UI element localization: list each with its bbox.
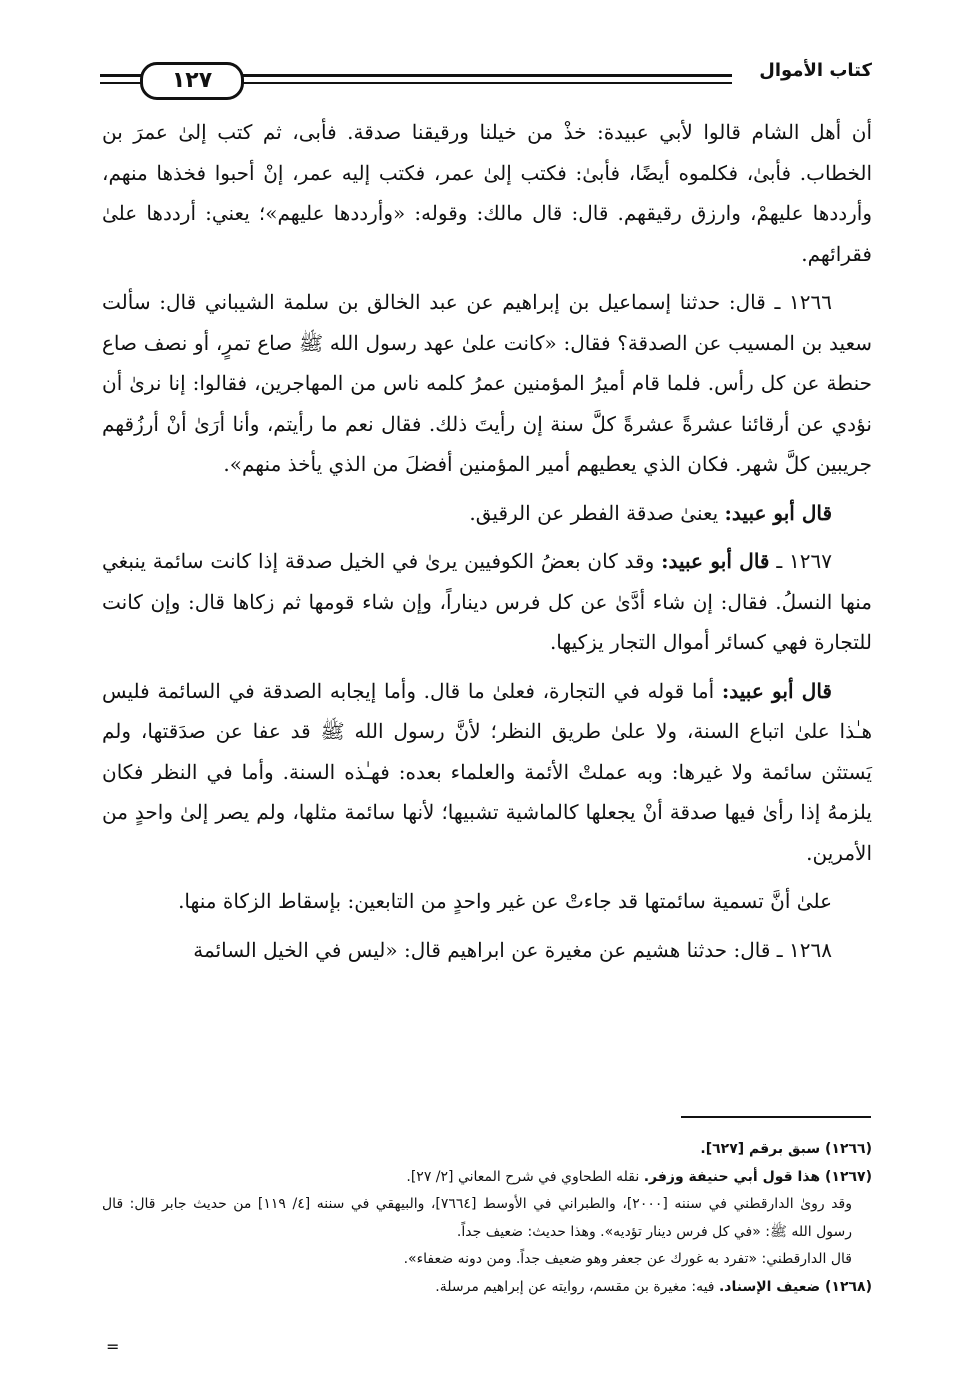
paragraph-1268: ١٢٦٨ ـ قال: حدثنا هشيم عن مغيرة عن ابراهيم قال: «ليس في الخيل السائمة	[193, 937, 832, 962]
footnote-bold: (١٢٦٧) هذا قول أبي حنيفة وزفر.	[643, 1168, 872, 1185]
main-text	[102, 112, 872, 978]
paragraph-commentary-3: علىٰ أنَّ تسمية سائمتها قد جاءتْ عن غير واحدٍ من التابعين: بإسقاط الزكاة منها.	[178, 889, 832, 913]
footnote-1268	[102, 1274, 872, 1302]
speaker-label: قال أبو عبيد:	[721, 678, 832, 703]
footnote-1267-detail: وقد روىٰ الدارقطني في سننه [٢٠٠٠]، والطبراني في الأوسط [٧٦٦٤]، والبيهقي في سننه [٤/ ١١٩] من حديث جابر قال: قال رسول الله ﷺ: «في كل فرس دينار تؤديه». وهذا حديث: ضعيف جداً.	[102, 1196, 852, 1240]
footnote-text: نقله الطحاوي في شرح المعاني [٢/ ٢٧].	[406, 1168, 644, 1185]
paragraph-text: وقد كان بعضُ الكوفيين يرىٰ في الخيل صدقة إذا كانت سائمة ينبغي منها النسلُ. فقال: إن شاء أدَّىٰ عن كل فرس ديناراً، وإن شاء قومها ثم زكاها قال: وإن كانت للتجارة فهي كسائر أموال التجار يزكيها.	[102, 549, 872, 654]
hadith-number: ١٢٦٧ ـ	[769, 549, 832, 573]
page-number: ١٢٧	[140, 62, 244, 100]
running-header	[100, 56, 872, 96]
footnote-1267-daraqutni: قال الدارقطني: «تفرد به غورك عن جعفر وهو ضعيف جداً. ومن دونه ضعفاء».	[403, 1251, 852, 1267]
paragraph-text: أما قوله في التجارة، فعلىٰ ما قال. وأما إيجابه الصدقة في السائمة فليس هـٰذا علىٰ اتباع السنة، ولا علىٰ طريق النظر؛ لأنَّ رسول الله ﷺ قد عفا عن صدَقتها، ولم يَستثن سائمة ولا غيرها: وبه عملتْ الأئمة والعلماء بعده: فهـٰذه السنة. وأما في النظر فكان يلزمهُ إذا رأىٰ فيها صدقة أنْ يجعلها كالماشية تشبيها؛ لأنها سائمة مثلها، ولم يصر إلىٰ واحدٍ من الأمرين.	[102, 678, 872, 865]
paragraph-1266: ١٢٦٦ ـ قال: حدثنا إسماعيل بن إبراهيم عن عبد الخالق بن سلمة الشيباني قال: سألت سعيد بن المسيب عن الصدقة؟ فقال: «كانت علىٰ عهد رسول الله ﷺ صاع تمرٍ، أو نصف صاع حنطة عن كل رأس. فلما قام أميرُ المؤمنين عمرُ كلمه ناس من المهاجرين، فقالوا: إنا نرىٰ أن نؤدي عن أرقائنا عشرةً عشرةً كلَّ سنة إن رأيتَ ذلك. فقال نعم ما رأيتم، وأنا أرَىٰ أنْ أرزُقهم جريبين كلَّ شهر. فكان الذي يعطيهم أمير المؤمنين أفضلَ من الذي يأخذ منهم».	[102, 290, 872, 476]
footnote-1267	[102, 1164, 872, 1192]
footnote-text: فيه: مغيرة بن مقسم، روايته عن إبراهيم مرسلة.	[435, 1278, 719, 1295]
footnote-text: (١٢٦٦) سبق برقم [٦٢٧].	[700, 1141, 872, 1157]
paragraph-1: أن أهل الشام قالوا لأبي عبيدة: خذْ من خيلنا ورقيقنا صدقة. فأبى، ثم كتب إلىٰ عمرَ بن الخطاب. فأبىٰ، فكلموه أيضًا، فأبىٰ: فكتب إلىٰ عمر، فكتب إليه عمر، إنْ أحبوا فخذها منهم، وأرددها عليهمْ، وارزق رقيقهم. قال: قال مالك: وقوله: «وأرددها عليهم»؛ يعني: أرددها علىٰ فقرائهم.	[102, 120, 872, 266]
continuation-mark: =	[106, 1337, 120, 1356]
footnote-bold: (١٢٦٨) ضعيف الإسناد.	[718, 1278, 872, 1295]
paragraph-commentary-1	[102, 493, 872, 534]
footnote-1266	[102, 1136, 872, 1164]
paragraph-text: يعنىٰ صدقة الفطر عن الرقيق.	[469, 500, 725, 525]
book-title: كتاب الأموال	[759, 60, 872, 81]
paragraph-1267	[102, 541, 872, 663]
speaker-label: قال أبو عبيد:	[661, 549, 770, 573]
footnote-separator	[681, 1116, 871, 1118]
footnotes	[102, 1136, 872, 1301]
speaker-label: قال أبو عبيد:	[724, 500, 832, 525]
paragraph-commentary-2	[102, 671, 872, 874]
